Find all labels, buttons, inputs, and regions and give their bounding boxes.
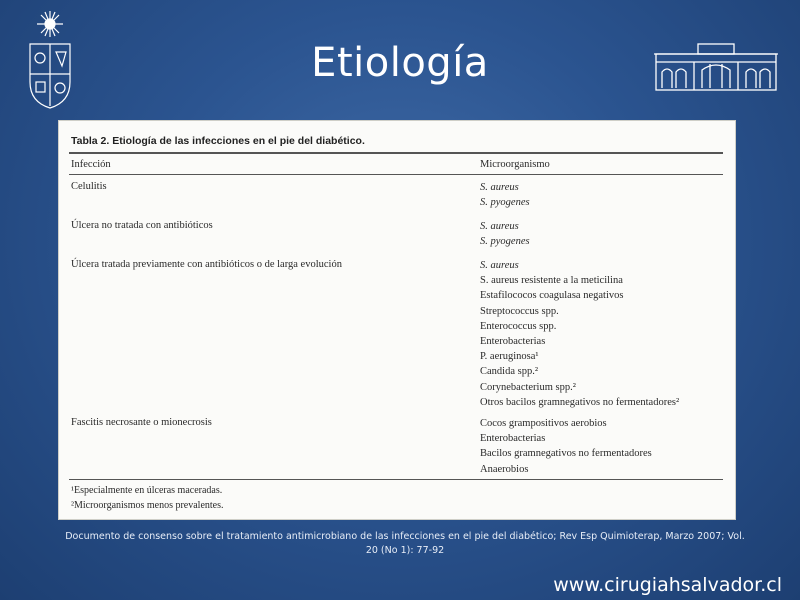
website-url: www.cirugiahsalvador.cl bbox=[553, 574, 782, 596]
divider bbox=[69, 174, 723, 175]
organism-item: Estafilococos coagulasa negativos bbox=[480, 290, 624, 302]
infection-fascitis: Fascitis necrosante o mionecrosis bbox=[71, 417, 212, 428]
citation-text: Documento de consenso sobre el tratamiento antimicrobiano de las infecciones en el pie del diabético; Rev Esp Quimioterap, Marzo 2007; Vol. 20 (No 1): 77-92 bbox=[65, 531, 745, 556]
organism-item: Bacilos gramnegativos no fermentadores bbox=[480, 448, 652, 460]
organism-item: Enterobacterias bbox=[480, 336, 546, 348]
organism-item: Candida spp.² bbox=[480, 366, 538, 378]
hospital-building-logo bbox=[654, 40, 778, 92]
organism-item: S. aureus bbox=[480, 260, 519, 271]
etiology-table bbox=[58, 120, 736, 520]
organism-item: S. aureus bbox=[480, 182, 519, 193]
table-title: Tabla 2. Etiología de las infecciones en el pie del diabético. bbox=[71, 135, 365, 147]
organism-item: Streptococcus spp. bbox=[480, 305, 559, 317]
organism-item: Enterococcus spp. bbox=[480, 320, 557, 332]
organism-item: Cocos grampositivos aerobios bbox=[480, 418, 607, 429]
footnote: ²Microorganismos menos prevalentes. bbox=[71, 500, 224, 511]
organism-list bbox=[480, 258, 679, 410]
organism-item: S. aureus resistente a la meticilina bbox=[480, 275, 623, 287]
infection-ulcera-no-tratada: Úlcera no tratada con antibióticos bbox=[71, 220, 213, 231]
divider bbox=[69, 152, 723, 154]
organism-item: S. pyogenes bbox=[480, 236, 530, 248]
organism-item: S. aureus bbox=[480, 221, 519, 232]
organism-item: Anaerobios bbox=[480, 463, 529, 475]
organism-item: Otros bacilos gramnegativos no fermentadores² bbox=[480, 396, 680, 408]
organism-item: Corynebacterium spp.² bbox=[480, 381, 576, 393]
organism-item: P. aeruginosa¹ bbox=[480, 351, 539, 363]
column-header-infection: Infección bbox=[71, 159, 111, 170]
organism-list bbox=[480, 180, 530, 210]
organism-item: Enterobacterias bbox=[480, 433, 546, 445]
footnote: ¹Especialmente en úlceras maceradas. bbox=[71, 485, 223, 496]
slide-title: Etiología bbox=[311, 40, 489, 86]
star-icon bbox=[37, 11, 63, 37]
infection-celulitis: Celulitis bbox=[71, 181, 107, 192]
organism-list bbox=[480, 416, 652, 477]
divider bbox=[69, 479, 723, 480]
column-header-organism: Microorganismo bbox=[480, 159, 550, 170]
infection-ulcera-tratada: Úlcera tratada previamente con antibióticos o de larga evolución bbox=[71, 259, 342, 270]
organism-list bbox=[480, 219, 530, 249]
organism-item: S. pyogenes bbox=[480, 197, 530, 209]
